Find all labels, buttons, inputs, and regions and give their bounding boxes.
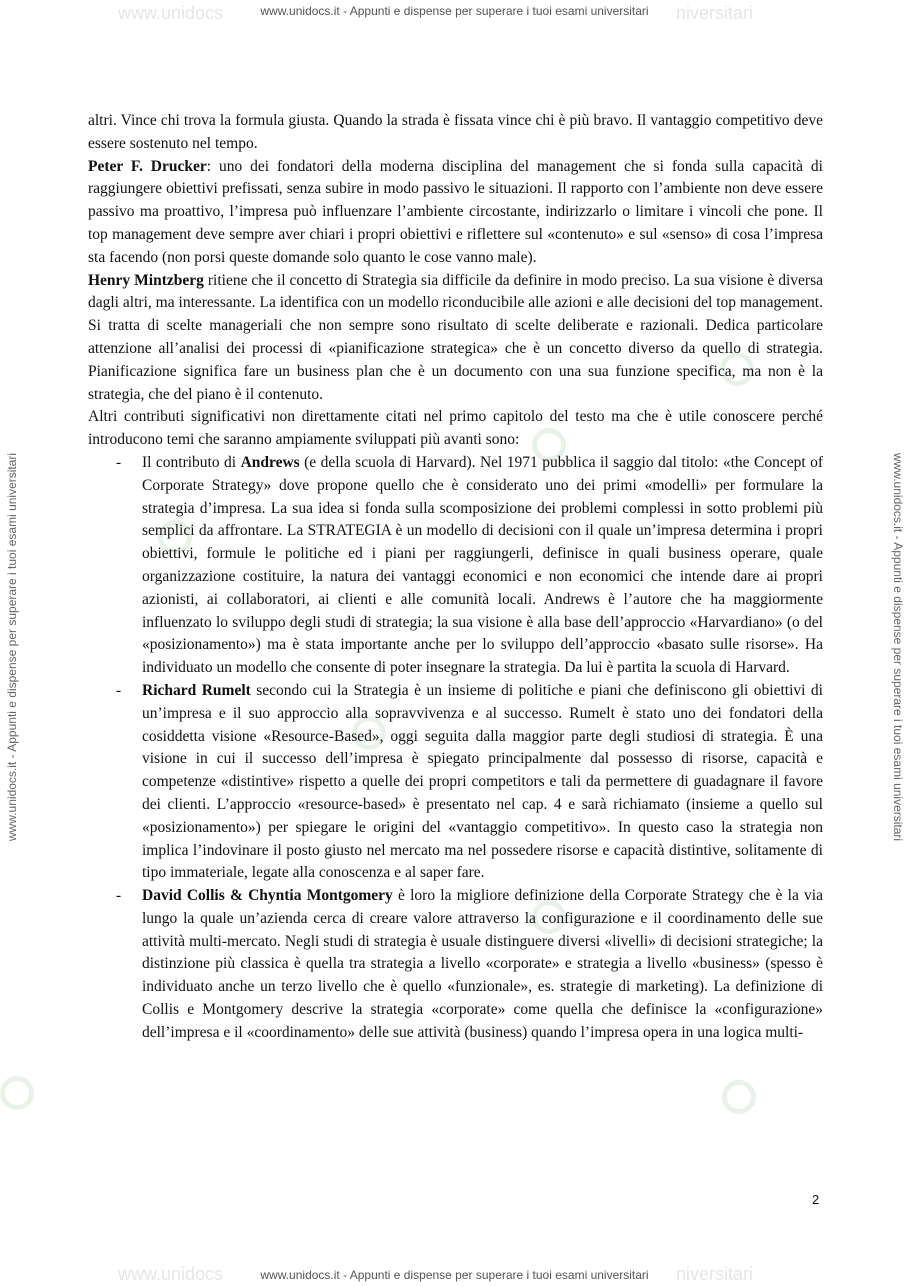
list-text: (e della scuola di Harvard). Nel 1971 pubblica il saggio dal titolo: «the Concept of Corporate Strategy» dove propone quello che è considerato uno dei primi «modelli» per formulare la strategia d’impresa. La sua idea si fonda sulla scomposizione dei problemi complessi in sotto problemi più semplici da affrontare. La STRATEGIA è un modello di decisioni con il quale un’impresa determina i propri obiettivi, formule le politiche ed i piani per raggiungerli, definisce in quali business operare, quale organizzazione costituire, la natura dei vantaggi economici e non economici che intende dare ai propri azionisti, ai collaboratori, ai clienti e alle comunità locali. Andrews è l’autore che ha maggiormente influenzato lo sviluppo degli studi di strategia; la sua visione è alla base dell’approccio «Harvardiano» (o del «posizionamento») ma è stata importante anche per lo sviluppo dell’approccio «basato sulle risorse». Ha individuato un modello che consente di poter insegnare la strategia. Da lui è partita la scuola di Harvard. xyxy=(142,453,823,677)
watermark-logo-icon xyxy=(0,1076,34,1110)
list-dash: - xyxy=(116,681,122,699)
paragraph-text: : uno dei fondatori della moderna disciplina del management che si fonda sulla capacità di raggiungere obiettivi prefissati, senza subire in modo passivo le situazioni. Il rapporto con l’ambiente non deve essere passivo ma proattivo, l’impresa può influenzare l’ambiente circostante, indirizzarlo o limitare i vincoli che pone. Il top management deve sempre aver chiari i propri obiettivi e riflettere sul «contenuto» e sul «senso» di cosa l’impresa sta facendo (non porsi queste domande solo quanto le cose vanno male). xyxy=(88,157,823,266)
paragraph-mintzberg xyxy=(88,270,823,407)
header-watermark-link[interactable]: www.unidocs.it - Appunti e dispense per superare i tuoi esami universitari xyxy=(260,4,649,18)
list-item xyxy=(88,885,823,1045)
paragraph-intro: altri. Vince chi trova la formula giusta. Quando la strada è fissata vince chi è più bravo. Il vantaggio competitivo deve essere sostenuto nel tempo. xyxy=(88,112,823,152)
side-watermark-right: www.unidocs.it - Appunti e dispense per superare i tuoi esami universitari xyxy=(891,452,905,842)
ghost-watermark-right: niversitari xyxy=(676,3,754,23)
author-name: Peter F. Drucker xyxy=(88,157,207,175)
author-name: Henry Mintzberg xyxy=(88,271,204,289)
list-item xyxy=(88,452,823,680)
side-watermark-left: www.unidocs.it - Appunti e dispense per superare i tuoi esami universitari xyxy=(5,452,19,842)
author-name: David Collis & Chyntia Montgomery xyxy=(142,887,393,905)
author-name: Richard Rumelt xyxy=(142,681,251,699)
author-name: Andrews xyxy=(240,453,300,471)
list-dash: - xyxy=(116,453,122,471)
watermark-logo-icon xyxy=(722,1080,756,1114)
ghost-watermark-left: www.unidocs xyxy=(118,3,224,23)
paragraph-text: ritiene che il concetto di Strategia sia difficile da definire in modo preciso. La sua visione è diversa dagli altri, ma interessante. La identifica con un modello riconducibile alle azioni e alle decisioni del top management. Si tratta di scelte manageriali che non sempre sono risultato di scelte deliberate e razionali. Dedica particolare attenzione all’analisi dei processi di «pianificazione strategica» che è un concetto diverso da quello di strategia. Pianificazione significa fare un business plan che è un documento con una sua funzione specifica, ma non è la strategia, che del piano è il contenuto. xyxy=(88,271,823,403)
ghost-watermark-left-bottom: www.unidocs xyxy=(118,1264,224,1284)
paragraph-other-contributions: Altri contributi significativi non direttamente citati nel primo capitolo del testo ma che è utile conoscere perché introducono temi che saranno ampiamente sviluppati più avanti sono: xyxy=(88,408,823,449)
list-item xyxy=(88,680,823,885)
list-dash: - xyxy=(116,887,122,905)
paragraph-drucker xyxy=(88,156,823,270)
list-text: Il contributo di xyxy=(142,453,241,471)
list-text: secondo cui la Strategia è un insieme di politiche e piani che definiscono gli obiettivi di un’impresa e il suo approccio alla sopravvivenza e al successo. Rumelt è stato uno dei fondatori della cosiddetta visione «Resource-Based», oggi seguita dalla maggior parte degli studiosi di strategia. È una visione in cui il successo dell’impresa è spiegato principalmente dal possesso di risorse, capacità e competenze «distintive» rispetto a quelle dei propri competitors e tali da permettere di guadagnare il favore dei clienti. L’approccio «resource-based» è presentato nel cap. 4 e sarà richiamato (insieme a quello sul «posizionamento») per spiegare le origini del «vantaggio competitivo». In questo caso la strategia non implica l’indovinare il posto giusto nel mercato ma nel possedere risorse e capacità distintive, solitamente di tipo immateriale, legate alla conoscenza e al saper fare. xyxy=(142,681,823,882)
footer-watermark-link[interactable]: www.unidocs.it - Appunti e dispense per superare i tuoi esami universitari xyxy=(260,1268,649,1282)
ghost-watermark-right-bottom: niversitari xyxy=(676,1264,754,1284)
list-text: è loro la migliore definizione della Corporate Strategy che è la via lungo la quale un’azienda cerca di creare valore attraverso la configurazione e il coordinamento delle sue attività multi-mercato. Negli studi di strategia è usuale distinguere diversi «livelli» di decisioni strategiche; la distinzione più classica è quella tra strategia a livello «corporate» e strategia a livello «business» (spesso è individuato anche un terzo livello che è quello «funzionale», es. strategie di marketing). La definizione di Collis e Montgomery descrive la strategia «corporate» come quella che definisce la «configurazione» dell’impresa e il «coordinamento» delle sue attività (business) quando l’impresa opera in una logica multi- xyxy=(142,887,823,1041)
page-number: 2 xyxy=(812,1192,820,1207)
document-body xyxy=(88,110,823,1045)
contributors-list xyxy=(88,452,823,1045)
